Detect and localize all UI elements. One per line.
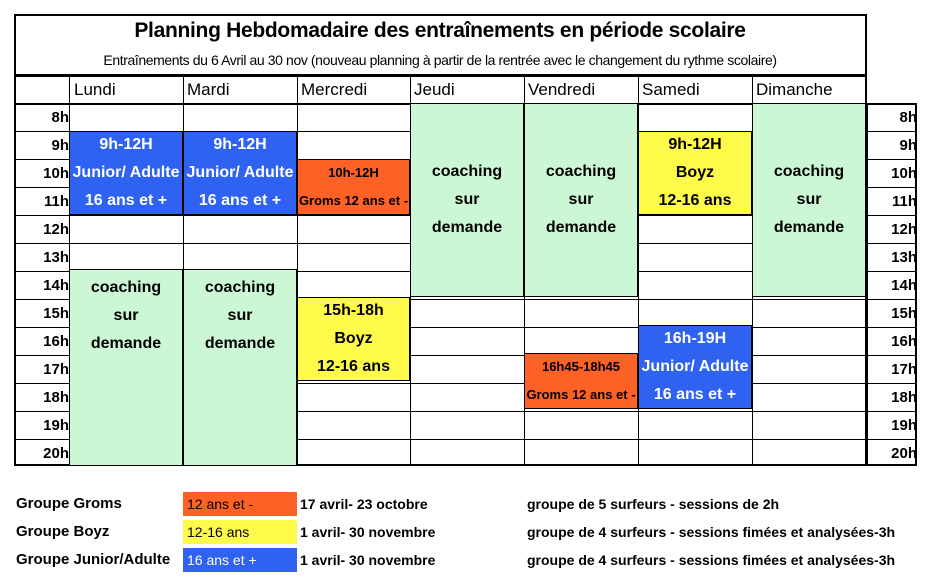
day-header-vendredi: Vendredi: [528, 80, 596, 99]
hour-label-left: 20h: [43, 445, 69, 462]
hour-label-left: 12h: [43, 221, 69, 238]
hour-label-left: 9h: [51, 137, 69, 154]
coaching-line: coaching: [90, 279, 162, 296]
hour-label-left: 13h: [43, 249, 69, 266]
hour-label-right: 11h: [891, 193, 917, 210]
hour-label-left: 11h: [43, 193, 69, 210]
day-header-samedi: Samedi: [642, 80, 700, 99]
session-age: 12-16 ans: [658, 192, 732, 209]
coaching-line: demande: [545, 219, 617, 236]
hour-label-right: 20h: [891, 445, 917, 462]
hour-label-right: 16h: [891, 333, 917, 350]
session-time: 9h-12H: [668, 136, 722, 153]
legend-desc-boyz: groupe de 4 surfeurs - sessions fimées et analysées-3h: [527, 524, 896, 540]
hour-label-left: 16h: [43, 333, 69, 350]
jeudi-coaching: [410, 103, 524, 297]
coaching-line: sur: [568, 191, 594, 208]
vendredi-afternoon-session: [524, 353, 638, 409]
coaching-line: coaching: [204, 279, 276, 296]
page-subtitle: Entraînements du 6 Avril au 30 nov (nouveau planning à partir de la rentrée avec le changement du rythme scolaire): [103, 52, 777, 68]
coaching-line: sur: [454, 191, 480, 208]
coaching-line: demande: [431, 219, 503, 236]
coaching-line: sur: [796, 191, 822, 208]
coaching-line: demande: [90, 335, 162, 352]
hour-label-right: 12h: [891, 221, 917, 238]
session-group: Boyz: [334, 330, 373, 347]
mercredi-morning-session: [297, 159, 410, 215]
session-age: 16 ans et +: [198, 192, 282, 209]
legend-swatch-groms: 12 ans et -: [183, 492, 297, 516]
day-header-dimanche: Dimanche: [756, 80, 833, 99]
session-time: 16h45-18h45: [541, 359, 621, 374]
legend-desc-groms: groupe de 5 surfeurs - sessions de 2h: [527, 496, 780, 512]
session-age: 16 ans et +: [84, 192, 168, 209]
legend-group-groms: Groupe Groms: [16, 495, 122, 512]
mercredi-afternoon-session: [297, 297, 410, 381]
session-group: Junior/ Adulte: [186, 164, 294, 181]
session-group: Groms 12 ans et -: [298, 193, 409, 208]
hour-label-right: 15h: [891, 305, 917, 322]
day-header-lundi: Lundi: [74, 80, 116, 99]
legend-group-boyz: Groupe Boyz: [16, 523, 110, 540]
hour-label-left: 17h: [43, 361, 69, 378]
legend-swatch-junior-adulte: 16 ans et +: [183, 548, 297, 572]
mardi-coaching: [183, 269, 297, 466]
lundi-coaching: [69, 269, 183, 466]
hour-label-left: 14h: [43, 277, 69, 294]
hour-label-right: 17h: [891, 361, 917, 378]
samedi-afternoon-session: [638, 325, 752, 409]
legend-period-junior-adulte: 1 avril- 30 novembre: [300, 552, 436, 568]
hour-label-left: 8h: [51, 109, 69, 126]
hour-label-left: 15h: [43, 305, 69, 322]
lundi-morning-session: [69, 131, 183, 215]
legend-period-boyz: 1 avril- 30 novembre: [300, 524, 436, 540]
mardi-morning-session: [183, 131, 297, 215]
coaching-line: demande: [204, 335, 276, 352]
session-time: 10h-12H: [328, 165, 379, 180]
coaching-line: coaching: [773, 163, 845, 180]
session-time: 9h-12H: [213, 136, 267, 153]
session-time: 16h-19H: [663, 330, 727, 347]
hour-label-right: 10h: [891, 165, 917, 182]
hour-label-left: 18h: [43, 389, 69, 406]
session-time: 9h-12H: [99, 136, 153, 153]
day-header-mardi: Mardi: [187, 80, 230, 99]
legend-group-junior-adulte: Groupe Junior/Adulte: [16, 551, 171, 568]
hour-label-right: 19h: [891, 417, 917, 434]
vendredi-coaching: [524, 103, 638, 297]
samedi-morning-session: [638, 131, 752, 215]
coaching-line: sur: [113, 307, 139, 324]
hour-label-right: 8h: [899, 109, 917, 126]
coaching-line: demande: [773, 219, 845, 236]
coaching-line: coaching: [431, 163, 503, 180]
legend-desc-junior-adulte: groupe de 4 surfeurs - sessions fimées et analysées-3h: [527, 552, 896, 568]
legend-period-groms: 17 avril- 23 octobre: [300, 496, 428, 512]
hour-label-right: 13h: [891, 249, 917, 266]
day-header-mercredi: Mercredi: [301, 80, 368, 99]
legend-swatch-boyz: 12-16 ans: [183, 520, 297, 544]
coaching-line: coaching: [545, 163, 617, 180]
session-time: 15h-18h: [323, 302, 384, 319]
session-group: Junior/ Adulte: [72, 164, 180, 181]
hour-label-left: 19h: [43, 417, 69, 434]
dimanche-coaching: [752, 103, 866, 297]
session-group: Groms 12 ans et -: [526, 387, 636, 402]
hour-label-right: 18h: [891, 389, 917, 406]
session-age: 12-16 ans: [317, 358, 390, 375]
coaching-line: sur: [227, 307, 253, 324]
hour-label-right: 14h: [891, 277, 917, 294]
session-group: Boyz: [675, 164, 715, 181]
session-age: 16 ans et +: [653, 386, 737, 403]
hour-label-left: 10h: [43, 165, 69, 182]
session-group: Junior/ Adulte: [641, 358, 749, 375]
day-header-jeudi: Jeudi: [414, 80, 455, 99]
hour-label-right: 9h: [899, 137, 917, 154]
page-title: Planning Hebdomadaire des entraînements en période scolaire: [134, 19, 746, 42]
